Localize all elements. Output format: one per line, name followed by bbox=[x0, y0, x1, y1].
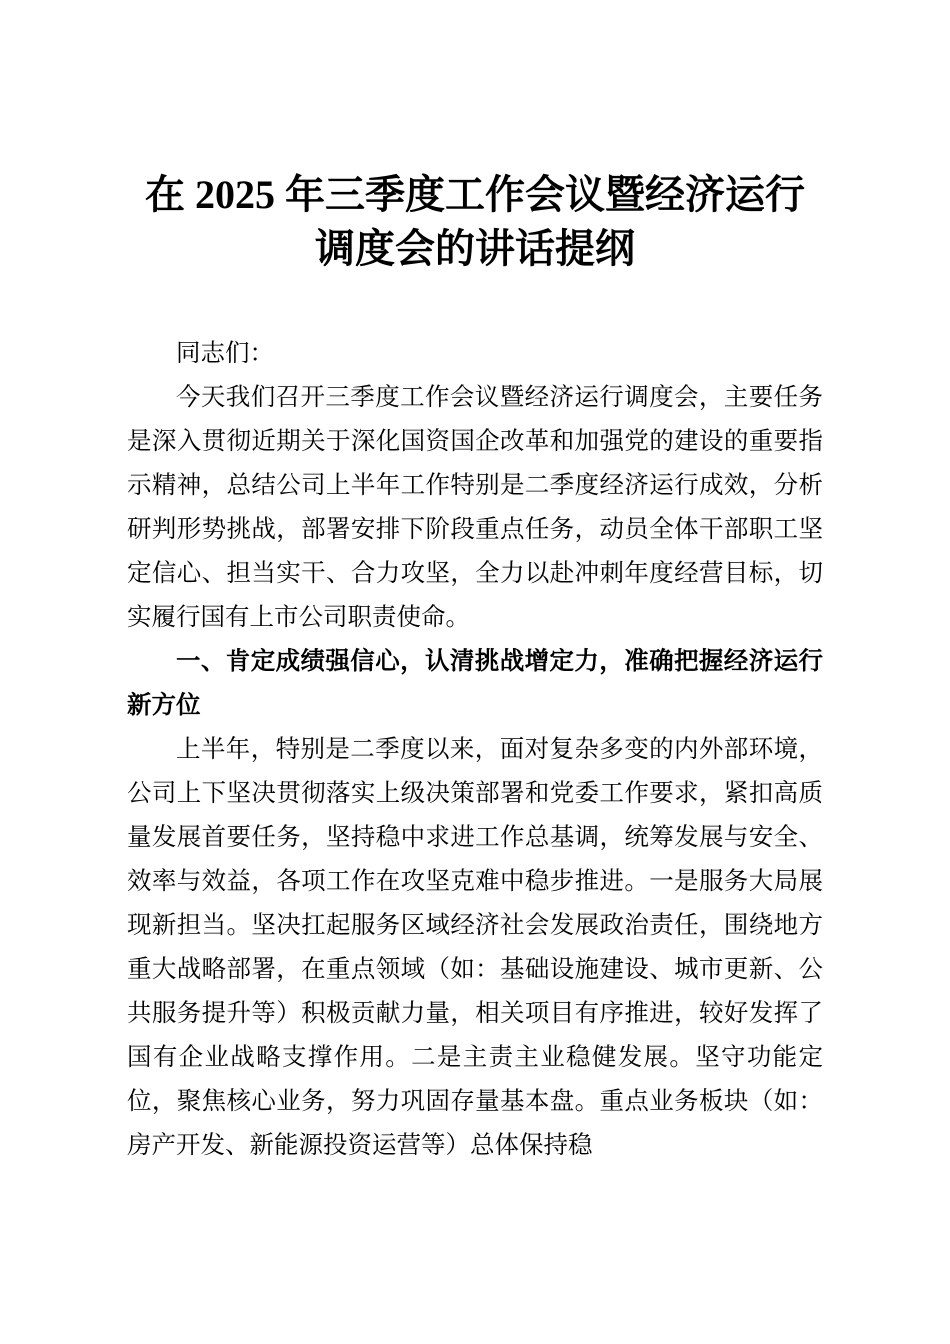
document-title-line-2: 调度会的讲话提纲 bbox=[315, 226, 635, 271]
document-title-line-1: 在 2025 年三季度工作会议暨经济运行 bbox=[145, 172, 805, 217]
section-1-paragraph: 上半年，特别是二季度以来，面对复杂多变的内外部环境，公司上下坚决贯彻落实上级决策部署和党委工作要求，紧扣高质量发展首要任务，坚持稳中求进工作总基调，统筹发展与安全、效率与效益，各项工作在攻坚克难中稳步推进。一是服务大局展现新担当。坚决扛起服务区域经济社会发展政治责任，围绕地方重大战略部署，在重点领域（如：基础设施建设、城市更新、公共服务提升等）积极贡献力量，相关项目有序推进，较好发挥了国有企业战略支撑作用。二是主责主业稳健发展。坚守功能定位，聚焦核心业务，努力巩固存量基本盘。重点业务板块（如：房产开发、新能源投资运营等）总体保持稳 bbox=[127, 736, 823, 1159]
opening-paragraph: 今天我们召开三季度工作会议暨经济运行调度会，主要任务是深入贯彻近期关于深化国资国企改革和加强党的建设的重要指示精神，总结公司上半年工作特别是二季度经济运行成效，分析研判形势挑战，部署安排下阶段重点任务，动员全体干部职工坚定信心、担当实干、合力攻坚，全力以赴冲刺年度经营目标，切实履行国有上市公司职责使命。 bbox=[127, 384, 823, 631]
section-heading-1: 一、肯定成绩强信心，认清挑战增定力，准确把握经济运行新方位 bbox=[127, 648, 823, 719]
salutation-paragraph: 同志们： bbox=[176, 340, 274, 367]
document-title bbox=[127, 168, 823, 276]
